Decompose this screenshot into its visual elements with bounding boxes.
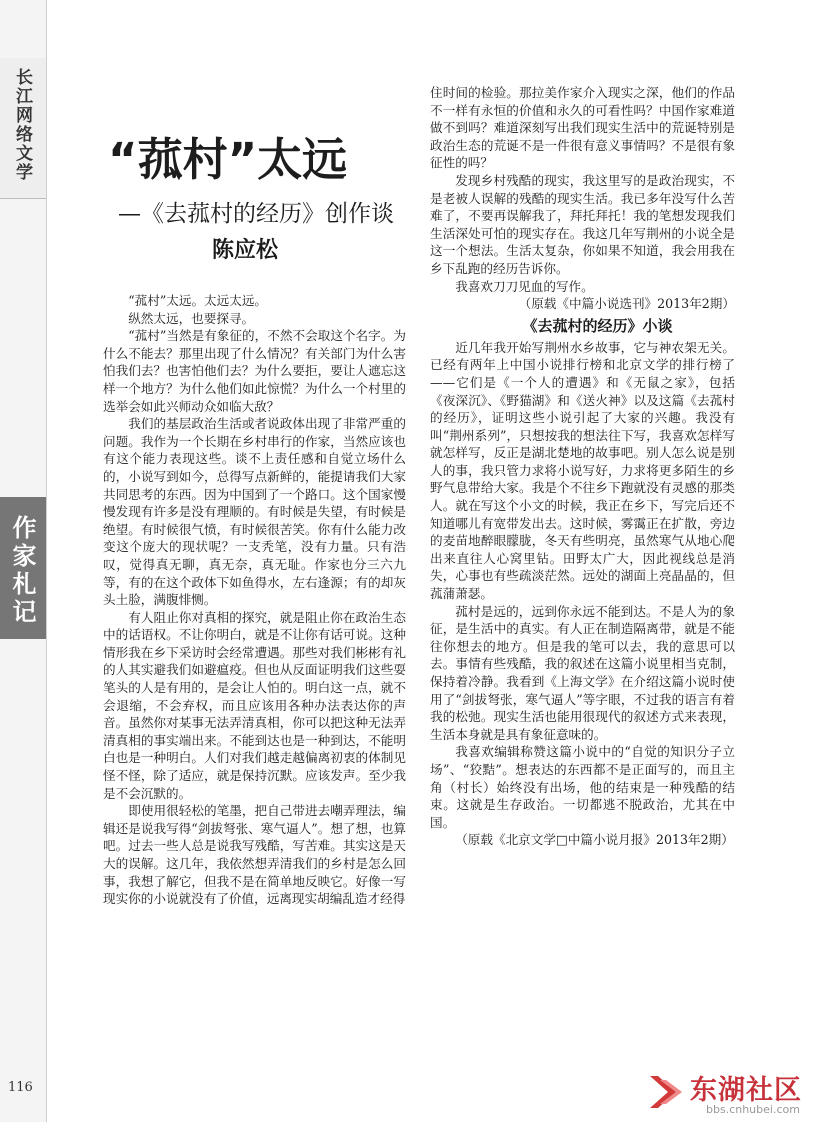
left-text-column — [103, 292, 406, 908]
right-text-column — [430, 84, 735, 849]
brand-logo-icon — [646, 1070, 686, 1114]
paragraph: 我喜欢编辑称赞这篇小说中的“自觉的知识分子立场”、“狡黠”。想表达的东西都不是正面写的，而且主角（村长）始终没有出场，他的结束是一种残酷的结束。这就是生存政治。一切都逃不脱政治，尤其在中国。 — [430, 744, 735, 830]
watermark-url: bbs.cnhubei.com — [706, 1103, 800, 1116]
paragraph: 我们的基层政治生活或者说政体出现了非常严重的问题。我作为一个长期在乡村串行的作家，当然应该也有这个能力表现这些。谈不上责任感和自觉立场什么的，小说写到如今，总得写点新鲜的，能提请我们大家共同思考的东西。因为中国到了一个路口。这个国家慢慢发现有许多是没有理顺的。有时候是失望，有时候是绝望。有时候很气愤，有时候很苦笑。你有什么能力改变这个庞大的现状呢？一支秃笔，没有力量。只有浩叹，觉得真无聊，真无奈，真无耻。作家也分三六九等，有的在这个政体下如鱼得水，左右逢源；有的却灰头土脸，满腹悱恻。 — [103, 416, 406, 608]
sidebar-column-label: 长江网络文学 — [12, 68, 32, 182]
paragraph: 发现乡村残酷的现实，我这里写的是政治现实，不是老被人误解的残酷的现实生活。我已多年没写什么苦难了，不要再误解我了，拜托拜托！我的笔想发现我们生活深处可怕的现实存在。我这几年写荆州的小说全是这一个想法。生活太复杂，你如果不知道，我会用我在乡下乱跑的经历告诉你。 — [430, 172, 735, 276]
source-note: （原载《中篇小说选刊》2013年2期） — [518, 296, 735, 312]
page-number: 116 — [8, 1080, 33, 1095]
paragraph: 我喜欢刀刀见血的写作。 — [455, 278, 594, 294]
source-note: （原载《北京文学□中篇小说月报》2013年2期） — [455, 832, 734, 848]
article-subtitle: —《去菰村的经历》创作谈 — [118, 201, 394, 227]
paragraph: 菰村是远的，远到你永远不能到达。不是人为的象征，是生活中的真实。有人正在制造隔离带，就是不能往你想去的地方。但是我的笔可以去，我的意思可以去。事情有些残酷，我的叙述在这篇小说里相当克制，保持着冷静。我看到《上海文学》在介绍这篇小说时使用了“剑拔弩张，寒气逼人”等字眼，不过我的语言有着我的松弛。现实生活也能用很现代的叙述方式来表现，生活本身就是具有象征意味的。 — [430, 603, 735, 742]
sidebar-section-label: 作家札记 — [8, 515, 36, 627]
article-title: “菰村”太远 — [108, 133, 348, 186]
paragraph: 即使用很轻松的笔墨，把自己带进去嘲弄理法，编辑还是说我写得“剑拔弩张、寒气逼人”。想了想，也算吧。过去一些人总是说我写残酷，写苦难。其实这是天大的误解。这几年，我依然想弄清我们的乡村是怎么回事，我想了解它，但我不是在简单地反映它。好像一写现实你的小说就没有了价值，远离现实胡编乱造才经得 — [103, 803, 406, 907]
paragraph: 有人阻止你对真相的探究，就是阻止你在政治生态中的话语权。不让你明白，就是不让你有话可说。这种情形我在乡下采访时会经常遭遇。那些对我们彬彬有礼的人其实避我们如避瘟疫。但也从反面证明我们这些耍笔头的人是有用的，是会让人怕的。明白这一点，就不会退缩，不会弃权，而且应该用各种办法表达你的声音。虽然你对某事无法弄清真相，你可以把这种无法弄清真相的事实端出来。不能到达也是一种到达，不能明白也是一种明白。人们对我们越走越偏离初衷的体制见怪不怪，除了适应，就是保持沉默。应该发声。至少我是不会沉默的。 — [103, 609, 406, 801]
site-watermark — [646, 1068, 826, 1118]
paragraph: 住时间的检验。那拉美作家介入现实之深，他们的作品不一样有永恒的价值和永久的可看性吗？中国作家难道做不到吗？难道深刻写出我们现实生活中的荒诞特别是政治生态的荒诞不是一件很有意义事情吗？不是很有象征性的吗？ — [430, 85, 735, 171]
paragraph: “菰村”太远。太远太远。 — [128, 293, 268, 308]
watermark-brand: 东湖社区 — [690, 1075, 802, 1106]
article-author: 陈应松 — [212, 238, 279, 263]
section-heading: 《去菰村的经历》小谈 — [522, 316, 673, 335]
paragraph: 近几年我开始写荆州水乡故事，它与神农架无关。已经有两年上中国小说排行榜和北京文学的排行榜了——它们是《一个人的遭遇》和《无鼠之家》，包括《夜深沉》、《野猫湖》和《送火神》以及这篇《去菰村的经历》，证明这些小说引起了大家的兴趣。我没有叫“荆州系列”，只想按我的想法往下写，我喜欢怎样写就怎样写，反正是湖北楚地的故事吧。别人怎么说是别人的事，我只管力求将小说写好，力求将更多陌生的乡野气息带给大家。我是个不往乡下跑就没有灵感的那类人。就在写这个小文的时候，我正在乡下，写完后还不知道哪儿有宽带发出去。这时候，雾霭正在扩散，旁边的麦苗地醉眼朦胧，冬天有些明亮，虽然寒气从地心爬出来直往人心窝里钻。田野太广大，因此视线总是消失，心事也有些疏淡茫然。远处的湖面上亮晶晶的，但菰蒲萧瑟。 — [430, 339, 735, 602]
paragraph: 纵然太远，也要探寻。 — [128, 310, 255, 326]
paragraph: “菰村”当然是有象征的，不然不会取这个名字。为什么不能去？那里出现了什么情况？有关部门为什么害怕我们去？也害怕他们去？为什么要拒，要让人遮忘这样一个地方？为什么他们如此惊慌？为什么一个村里的选举会如此兴师动众如临大敌？ — [103, 328, 406, 414]
